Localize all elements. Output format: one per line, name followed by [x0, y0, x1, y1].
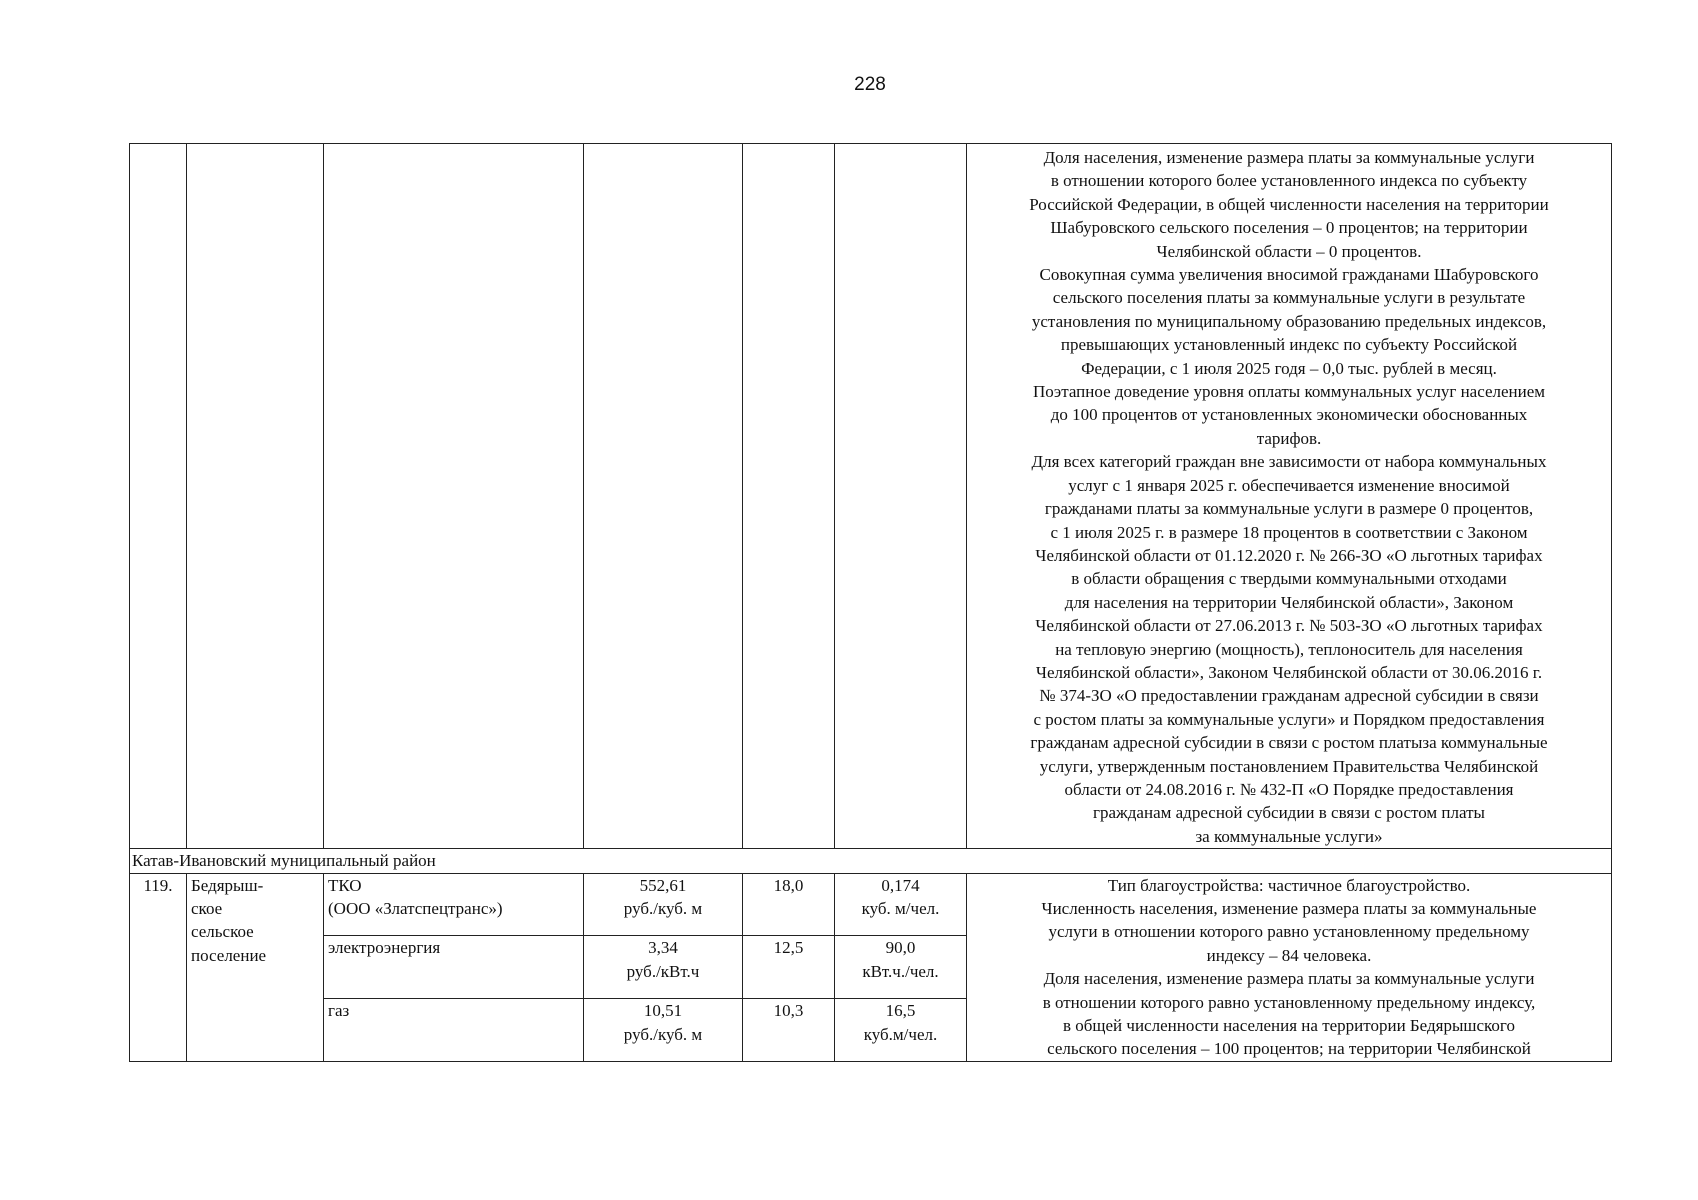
- tariff-table: [129, 143, 1612, 1062]
- text-line: руб./куб. м: [623, 899, 703, 918]
- text-line: Шабуровского сельского поселения – 0 процентов; на территории: [1050, 218, 1528, 238]
- cell-empty: [584, 144, 743, 849]
- text-line: 16,5: [885, 1001, 916, 1021]
- text-line: Поэтапное доведение уровня оплаты коммунальных услуг населением: [1032, 382, 1546, 402]
- text-line: 10,51: [643, 1001, 683, 1021]
- service-name: [324, 873, 584, 936]
- text-line: Численность населения, изменение размера платы за коммунальные: [1041, 899, 1537, 918]
- entry-description: [967, 873, 1612, 1061]
- text-line: сельского поселения платы за коммунальные услуги в результате: [1052, 288, 1526, 308]
- cell-empty: [324, 144, 584, 849]
- text-line: ское: [191, 899, 223, 918]
- text-line: газ: [328, 1001, 350, 1021]
- text-line: превышающих установленный индекс по субъекту Российской: [1060, 335, 1518, 355]
- text-line: куб.м/чел.: [863, 1024, 938, 1044]
- text-line: до 100 процентов от установленных экономически обоснованных: [1050, 405, 1528, 425]
- text-line: области от 24.08.2016 г. № 432-П «О Порядке предоставления: [1064, 779, 1514, 799]
- text-line: Челябинской области от 01.12.2020 г. № 266-ЗО «О льготных тарифах: [1035, 545, 1543, 565]
- text-line: Челябинской области – 0 процентов.: [1156, 241, 1422, 261]
- text-line: куб. м/чел.: [861, 899, 940, 918]
- text-line: в отношении которого более установленного индекса по субъекту: [1050, 171, 1528, 191]
- text-line: для населения на территории Челябинской области», Законом: [1064, 592, 1514, 612]
- cell-empty: [743, 144, 835, 849]
- text-line: Челябинской области», Законом Челябинской области от 30.06.2016 г.: [1035, 662, 1543, 682]
- text-line: тарифов.: [1256, 428, 1322, 448]
- text-line: гражданами платы за коммунальные услуги в размере 0 процентов,: [1044, 499, 1534, 519]
- text-line: Федерации, с 1 июля 2025 годя – 0,0 тыс. рублей в месяц.: [1081, 358, 1497, 378]
- service-index: 12,5: [743, 936, 835, 999]
- text-line: Бедярыш-: [191, 875, 264, 895]
- text-line: 90,0: [885, 938, 916, 958]
- district-heading: Катав-Ивановский муниципальный район: [130, 849, 1612, 873]
- text-line: ТКО: [328, 875, 362, 895]
- text-line: 0,174: [881, 875, 920, 895]
- text-line: индексу – 84 человека.: [1206, 945, 1372, 965]
- text-line: кВт.ч./чел.: [862, 961, 939, 981]
- text-line: Для всех категорий граждан вне зависимости от набора коммунальных: [1031, 452, 1547, 472]
- text-line: сельское: [191, 922, 254, 942]
- text-line: с ростом платы за коммунальные услуги» и Порядком предоставления: [1033, 709, 1545, 729]
- text-line: услуги в отношении которого равно установленному предельному: [1048, 922, 1530, 942]
- text-line: в области обращения с твердыми коммунальными отходами: [1071, 569, 1507, 589]
- service-tariff: [584, 936, 743, 999]
- text-line: Челябинской области от 27.06.2013 г. № 503-ЗО «О льготных тарифах: [1035, 616, 1543, 636]
- text-line: гражданам адресной субсидии в связи с ростом платыза коммунальные: [1030, 733, 1548, 753]
- district-heading-row: [130, 849, 1612, 873]
- text-line: Доля населения, изменение размера платы за коммунальные услуги: [1043, 969, 1535, 989]
- text-line: 552,61: [639, 875, 687, 895]
- cell-empty: [835, 144, 967, 849]
- text-line: (ООО «Златспецтранс»): [328, 899, 503, 918]
- entry-number: 119.: [130, 873, 187, 1061]
- text-line: № 374-ЗО «О предоставлении гражданам адресной субсидии в связи: [1039, 686, 1539, 706]
- text-line: сельского поселения – 100 процентов; на территории Челябинской: [1047, 1039, 1531, 1059]
- text-line: услуги, утвержденным постановлением Правительства Челябинской: [1039, 756, 1539, 776]
- text-line: 3,34: [648, 938, 678, 958]
- settlement-name: [187, 873, 324, 1061]
- continuation-description: [967, 144, 1612, 849]
- service-volume: [835, 936, 967, 999]
- text-line: установления по муниципальному образованию предельных индексов,: [1031, 311, 1547, 331]
- text-line: поселение: [191, 945, 267, 965]
- text-line: за коммунальные услуги»: [1195, 826, 1383, 846]
- service-tariff: [584, 999, 743, 1062]
- text-line: Доля населения, изменение размера платы за коммунальные услуги: [1043, 148, 1535, 167]
- text-line: Тип благоустройства: частичное благоустройство.: [1107, 875, 1471, 895]
- text-line: Совокупная сумма увеличения вносимой гражданами Шабуровского: [1039, 265, 1539, 285]
- text-line: в общей численности населения на территории Бедярышского: [1063, 1016, 1515, 1036]
- service-volume: [835, 873, 967, 936]
- service-volume: [835, 999, 967, 1062]
- entry-row: [130, 873, 1612, 936]
- service-tariff: [584, 873, 743, 936]
- service-name: [324, 999, 584, 1062]
- text-line: руб./кВт.ч: [626, 961, 700, 981]
- text-line: руб./куб. м: [623, 1024, 703, 1044]
- text-line: гражданам адресной субсидии в связи с ростом платы: [1093, 803, 1485, 823]
- service-index: 18,0: [743, 873, 835, 936]
- cell-empty: [187, 144, 324, 849]
- continuation-row: [130, 144, 1612, 849]
- cell-empty: [130, 144, 187, 849]
- service-name: [324, 936, 584, 999]
- text-line: услуг с 1 января 2025 г. обеспечивается изменение вносимой: [1068, 475, 1510, 495]
- text-line: в отношении которого равно установленному предельному индексу,: [1042, 992, 1536, 1012]
- text-line: с 1 июля 2025 г. в размере 18 процентов в соответствии с Законом: [1050, 522, 1528, 542]
- text-line: на тепловую энергию (мощность), теплоноситель для населения: [1055, 639, 1523, 659]
- text-line: Российской Федерации, в общей численности населения на территории: [1029, 194, 1549, 214]
- service-index: 10,3: [743, 999, 835, 1062]
- text-line: электроэнергия: [328, 938, 441, 958]
- page-number: 228: [854, 74, 886, 95]
